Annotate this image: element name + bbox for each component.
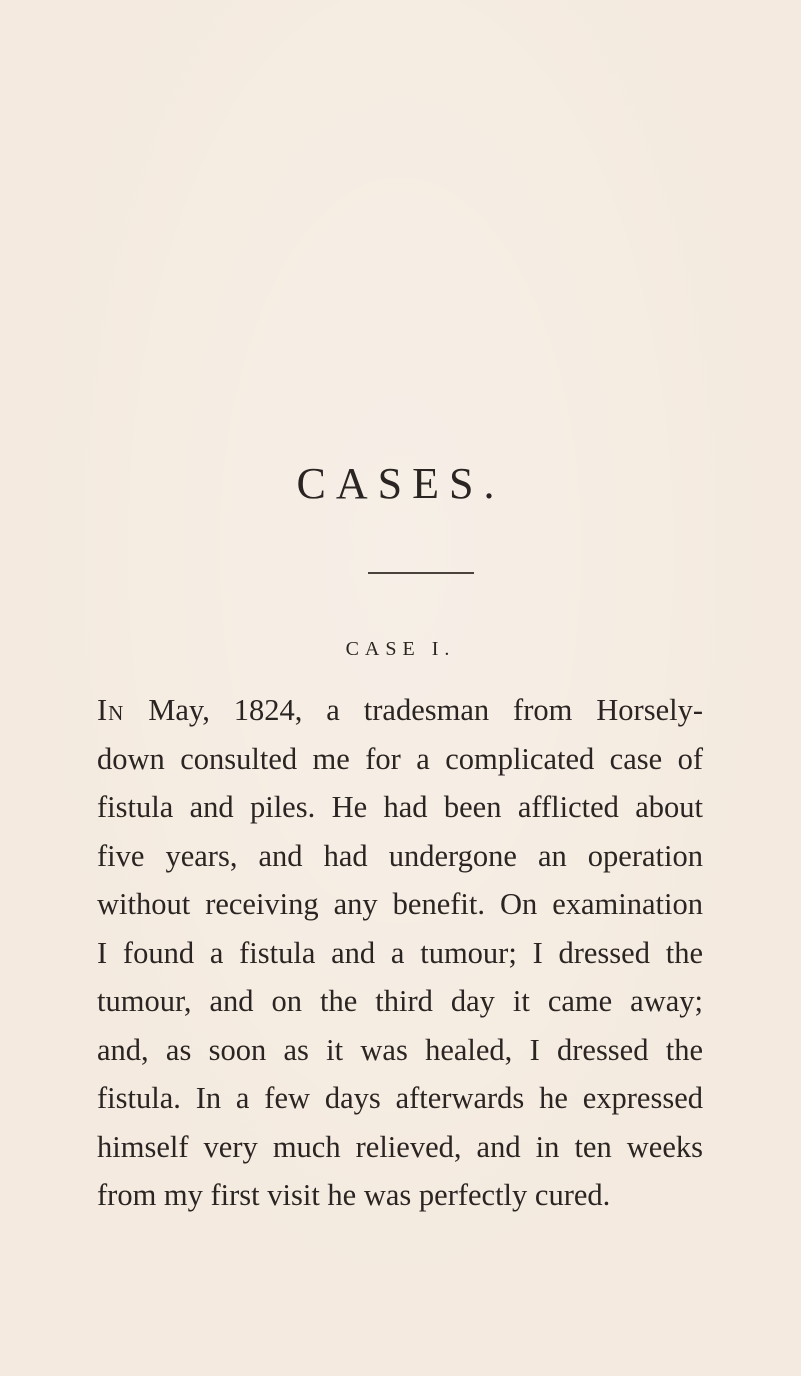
paragraph-line-1-text: May, 1824, a tradesman from Horsely-	[148, 693, 703, 727]
case-subheading: CASE I.	[345, 638, 456, 660]
case-paragraph	[97, 686, 703, 1220]
paragraph-line-10: himself very much relieved, and in ten weeks	[97, 1129, 703, 1164]
paragraph-line-4: five years, and had undergone an operation	[97, 838, 703, 873]
paragraph-line-7: tumour, and on the third day it came away;	[97, 984, 703, 1018]
paragraph-line-2: down consulted me for a complicated case of	[97, 741, 703, 776]
paragraph-line-8: and, as soon as it was healed, I dressed the	[97, 1032, 703, 1067]
heading-rule	[368, 572, 474, 574]
paragraph-line-9: fistula. In a few days afterwards he expressed	[97, 1081, 703, 1115]
section-heading: CASES.	[296, 459, 505, 508]
paragraph-line-3: fistula and piles. He had been afflicted about	[97, 790, 703, 824]
paragraph-line-11: from my first visit he was perfectly cured.	[97, 1178, 611, 1212]
paragraph-first-word: In	[97, 693, 125, 727]
paragraph-line-5: without receiving any benefit. On examination	[97, 887, 703, 921]
paragraph-line-1	[97, 686, 703, 735]
paragraph-line-6: I found a fistula and a tumour; I dressed the	[97, 935, 703, 970]
